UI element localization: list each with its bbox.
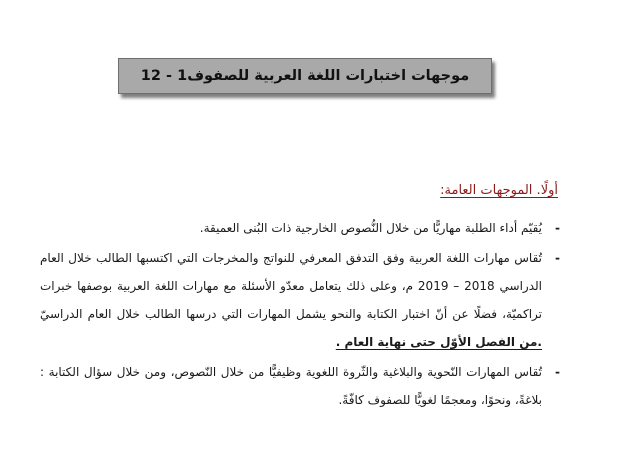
list-item	[40, 244, 560, 356]
title-box	[118, 58, 492, 94]
section-heading: أولًا. الموجهات العامة:	[440, 183, 558, 198]
bullet-text: يُقيّم أداء الطلبة مهاريًّا من خلال النُّصوص الخارجية ذات البُنى العميقة.	[199, 221, 542, 235]
bullet-text: تُقاس مهارات اللغة العربية وفق التدفق المعرفي للنواتج والمخرجات التي اكتسبها الطالب خلال العام الدراسي 2018 – 2019 م، وعلى ذلك يتعامل معدّو الأسئلة مع مهارات اللغة العربية بوصفها خبرات تراكميّة، فضلًا عن أنّ اختبار الكتابة والنحو يشمل المهارات التي درسها الطالب خلال العام الدراسيّ	[40, 251, 542, 321]
list-item	[40, 358, 560, 414]
bullet-text: تُقاس المهارات النّحوية والبلاغية والثّروة اللغوية وظيفيًّا من خلال النّصوص، ومن خلال سؤال الكتابة : بلاغةً، ونحوًا، ومعجمًا لغويًّا للصفوف كافّةً.	[40, 365, 542, 407]
document-title: موجهات اختبارات اللغة العربية للصفوف1 - 12	[140, 68, 470, 84]
bullet-marker: -	[555, 221, 560, 235]
bullet-marker: -	[555, 251, 560, 265]
list-item	[40, 214, 560, 242]
bullet-marker: -	[555, 365, 560, 379]
bullet-list	[40, 214, 560, 416]
bullet-emphasis: .من الفصل الأوّل حتى نهاية العام .	[335, 335, 542, 349]
